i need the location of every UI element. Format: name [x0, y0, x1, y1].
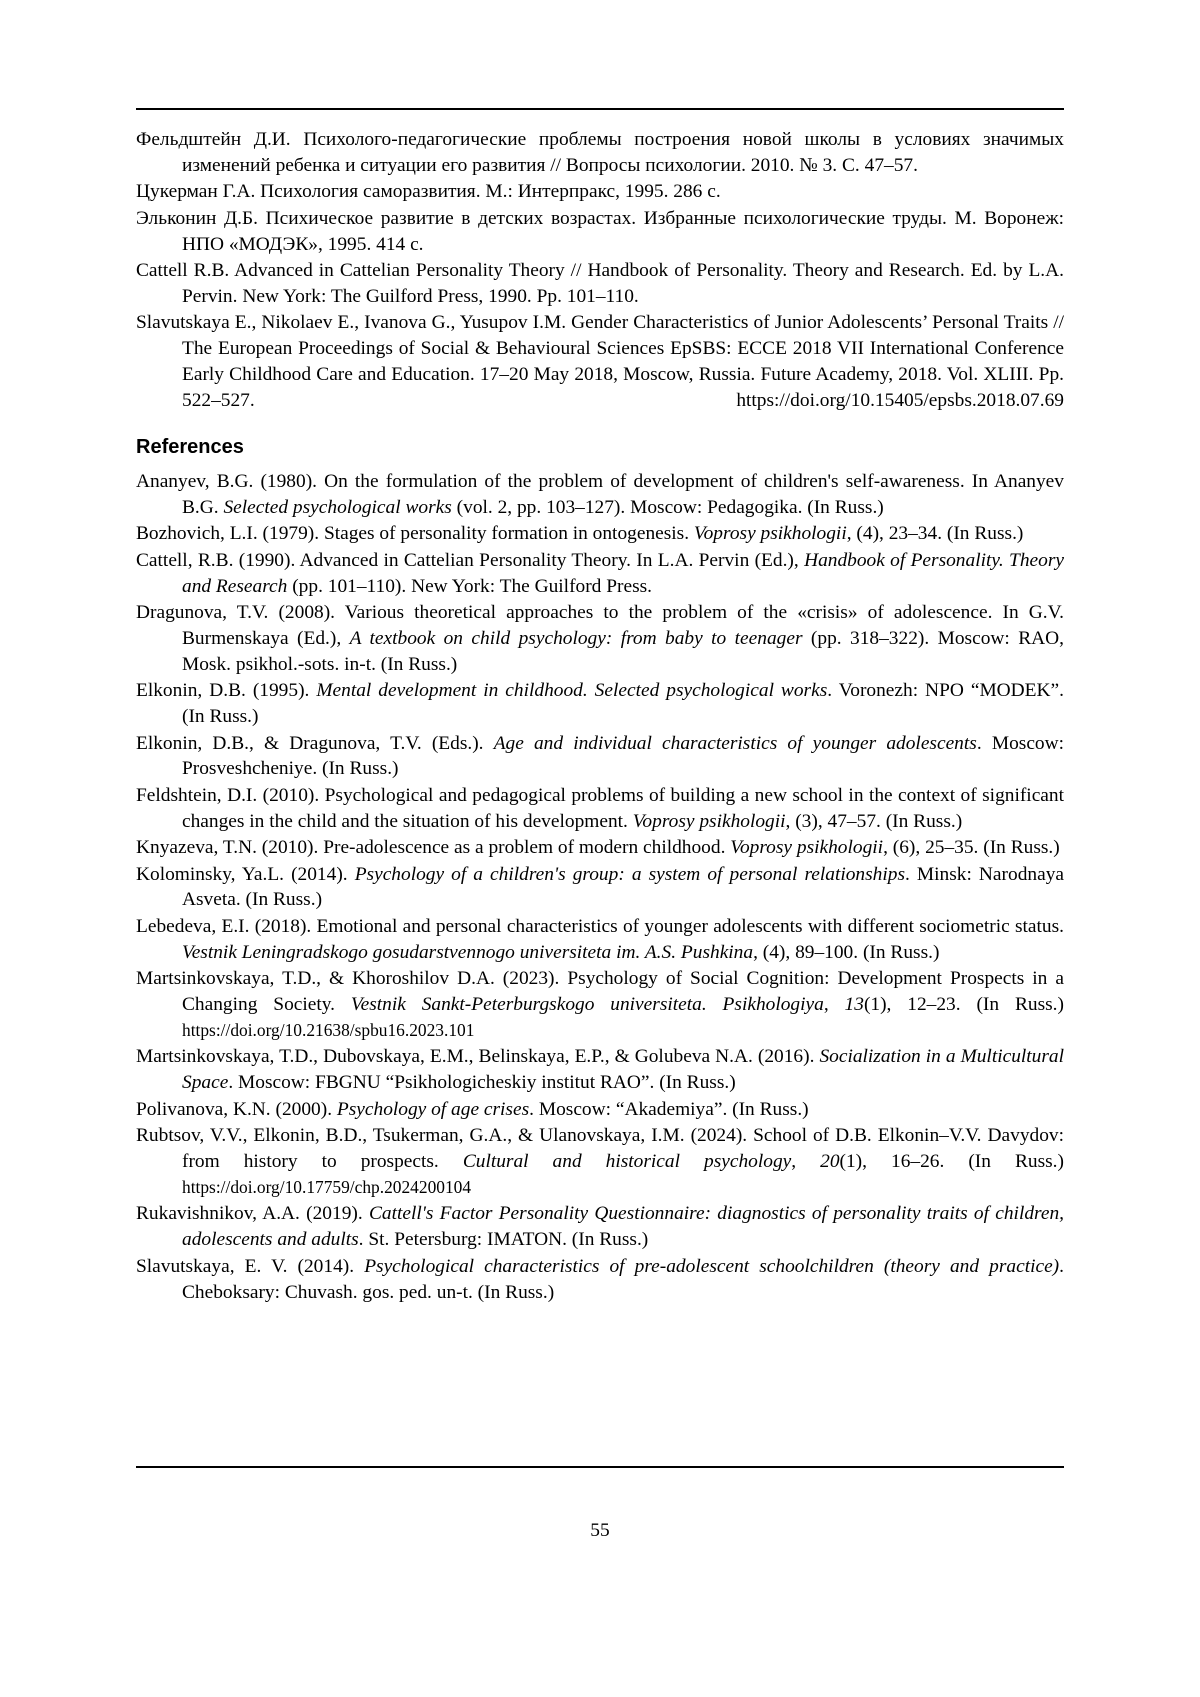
reference-title-italic: Voprosy psikhologii	[632, 810, 786, 832]
reference-text: Ananyev, B.G. (1980). On the formulation of the problem of development of children's self-awareness. In Ananyev B.G.	[136, 470, 1064, 518]
reference-title-italic: Age and individual characteristics of younger adolescents	[493, 732, 977, 754]
reference-text: . Moscow: Prosveshcheniye. (In Russ.)	[182, 732, 1065, 780]
english-references-list	[136, 469, 1064, 1306]
reference-text: Knyazeva, T.N. (2010). Pre-adolescence as a problem of modern childhood.	[136, 837, 731, 859]
reference-text: , (4), 89–100. (In Russ.)	[753, 941, 940, 963]
reference-text: . St. Petersburg: IMATON. (In Russ.)	[358, 1229, 649, 1251]
reference-entry	[136, 862, 1064, 914]
reference-title-italic: 13	[844, 994, 864, 1016]
reference-text: Elkonin, D.B., & Dragunova, T.V. (Eds.).	[136, 732, 494, 754]
reference-entry	[136, 678, 1064, 730]
reference-text: Cattell, R.B. (1990). Advanced in Cattelian Personality Theory. In L.A. Pervin (Ed.),	[136, 549, 805, 571]
page-content	[136, 108, 1064, 1306]
reference-text: Kolominsky, Ya.L. (2014).	[136, 863, 355, 885]
reference-text: . Moscow: FBGNU “Psikhologicheskiy institut RAO”. (In Russ.)	[228, 1072, 736, 1094]
reference-text: . Cheboksary: Chuvash. gos. ped. un-t. (In Russ.)	[182, 1255, 1064, 1303]
page-number: 55	[590, 1520, 610, 1541]
references-heading: References	[136, 435, 244, 458]
reference-text: , (3), 47–57. (In Russ.)	[785, 810, 963, 832]
doi-link: https://doi.org/10.21638/spbu16.2023.101	[182, 1020, 475, 1040]
reference-entry	[136, 469, 1064, 521]
reference-entry	[136, 914, 1064, 966]
reference-title-italic: Psychological characteristics of pre-adolescent schoolchildren (theory and practice)	[364, 1255, 1060, 1277]
reference-text: Polivanova, K.N. (2000).	[136, 1098, 337, 1120]
reference-title-italic: Psychology of age crises	[336, 1098, 530, 1120]
reference-text: Elkonin, D.B. (1995).	[136, 680, 317, 702]
reference-text: Lebedeva, E.I. (2018). Emotional and personal characteristics of younger adolescents with different sociometric status.	[136, 915, 1064, 937]
bibliography-entry	[136, 127, 1064, 179]
reference-text: Фельдштейн Д.И. Психолого-педагогические проблемы построения новой школы в условиях значимых изменений ребенка и ситуации его развития // Вопросы психологии. 2010. № 3. С. 47–57.	[136, 129, 1064, 176]
reference-title-italic: Selected psychological works	[223, 496, 452, 518]
reference-title-italic: Socialization in a Multicultural Space	[182, 1046, 1064, 1094]
reference-title-italic: Cultural and historical psychology	[462, 1151, 792, 1173]
reference-text: (1), 12–23. (In Russ.)	[863, 994, 1064, 1016]
reference-text: Rukavishnikov, A.A. (2019).	[136, 1203, 369, 1225]
footer-rule	[136, 1466, 1064, 1468]
reference-text: ,	[823, 994, 845, 1016]
reference-entry	[136, 600, 1064, 678]
reference-text: (pp. 101–110). New York: The Guilford Press.	[287, 575, 653, 597]
reference-text: ,	[791, 1151, 821, 1173]
reference-text: (pp. 318–322). Moscow: RAO, Mosk. psikhol.-sots. in-t. (In Russ.)	[182, 627, 1064, 675]
reference-text: Cattell R.B. Advanced in Cattelian Personality Theory // Handbook of Personality. Theory and Research. Ed. by L.A. Pervin. New York: The Guilford Press, 1990. Pp. 101–110.	[136, 260, 1064, 307]
reference-title-italic: Handbook of Personality. Theory and Research	[182, 549, 1064, 597]
reference-entry	[136, 1097, 1064, 1123]
reference-entry	[136, 548, 1064, 600]
reference-title-italic: Cattell's Factor Personality Questionnaire: diagnostics of personality traits of children, adolescents and adults	[182, 1203, 1064, 1251]
reference-text: Bozhovich, L.I. (1979). Stages of personality formation in ontogenesis.	[136, 523, 694, 545]
reference-text: Эльконин Д.Б. Психическое развитие в детских возрастах. Избранные психологические труды. М. Воронеж: НПО «МОДЭК», 1995. 414 с.	[136, 207, 1064, 255]
reference-entry	[136, 521, 1064, 547]
reference-text: Martsinkovskaya, T.D., Dubovskaya, E.M., Belinskaya, E.P., & Golubeva N.A. (2016).	[136, 1046, 820, 1068]
reference-text: Feldshtein, D.I. (2010). Psychological and pedagogical problems of building a new school in the context of significant changes in the child and the situation of his development.	[136, 784, 1064, 832]
reference-text: Slavutskaya, E. V. (2014).	[136, 1255, 365, 1277]
doi-link: https://doi.org/10.17759/chp.2024200104	[182, 1176, 472, 1197]
reference-text: , (6), 25–35. (In Russ.)	[883, 837, 1060, 859]
reference-entry	[136, 1254, 1064, 1306]
reference-entry	[136, 1201, 1064, 1253]
reference-text: Dragunova, T.V. (2008). Various theoretical approaches to the problem of the «crisis» of adolescence. In G.V. Burmenskaya (Ed.),	[136, 602, 1064, 649]
reference-title-italic: Vestnik Sankt-Peterburgskogo universiteta. Psikhologiya	[350, 994, 824, 1016]
reference-title-italic: Vestnik Leningradskogo gosudarstvennogo universiteta im. A.S. Pushkina	[182, 941, 754, 963]
reference-text: . Minsk: Narodnaya Asveta. (In Russ.)	[182, 863, 1064, 911]
reference-entry	[136, 1123, 1064, 1201]
reference-title-italic: A textbook on child psychology: from baby to teenager	[349, 627, 803, 649]
reference-text: . Voronezh: NPO “MODEK”. (In Russ.)	[182, 680, 1064, 728]
russian-bibliography-list	[136, 127, 1064, 414]
reference-entry	[136, 835, 1064, 861]
reference-entry	[136, 731, 1064, 783]
bibliography-entry	[136, 206, 1064, 258]
reference-text: . Moscow: “Akademiya”. (In Russ.)	[529, 1098, 809, 1120]
reference-text: (1), 16–26. (In Russ.)	[839, 1151, 1064, 1173]
reference-title-italic: Mental development in childhood. Selected psychological works	[316, 680, 828, 702]
reference-entry	[136, 783, 1064, 835]
reference-text: Martsinkovskaya, T.D., & Khoroshilov D.A. (2023). Psychology of Social Cognition: Development Prospects in a Changing Society.	[136, 968, 1064, 1016]
reference-title-italic: 20	[820, 1151, 840, 1173]
reference-entry	[136, 966, 1064, 1044]
reference-entry	[136, 1044, 1064, 1096]
bibliography-entry	[136, 179, 1064, 205]
reference-title-italic: Voprosy psikhologii	[693, 523, 847, 545]
reference-text: Цукерман Г.А. Психология саморазвития. М.: Интерпракс, 1995. 286 с.	[136, 181, 721, 203]
reference-title-italic: Voprosy psikhologii	[730, 837, 884, 859]
bibliography-entry	[136, 258, 1064, 310]
reference-text: Rubtsov, V.V., Elkonin, B.D., Tsukerman, G.A., & Ulanovskaya, I.M. (2024). School of D.B. Elkonin–V.V. Davydov: from history to prospects.	[136, 1125, 1064, 1173]
bibliography-entry	[136, 310, 1064, 414]
reference-text: Slavutskaya E., Nikolaev E., Ivanova G., Yusupov I.M. Gender Characteristics of Junior Adolescents’ Personal Traits // The European Proceedings of Social & Behavioural Sciences EpSBS: ECCE 2018 VII International Conference Early Childhood Care and Education. 17–20 May 2018, Moscow, Russia. Future Academy, 2018. Vol. XLIII. Pp. 522–527. https://doi.org/10.15405/epsbs.2018.07.69	[136, 312, 1064, 412]
reference-text: , (4), 23–34. (In Russ.)	[846, 523, 1024, 545]
reference-title-italic: Psychology of a children's group: a system of personal relationships	[354, 863, 905, 885]
reference-text: (vol. 2, pp. 103–127). Moscow: Pedagogika. (In Russ.)	[451, 496, 884, 518]
